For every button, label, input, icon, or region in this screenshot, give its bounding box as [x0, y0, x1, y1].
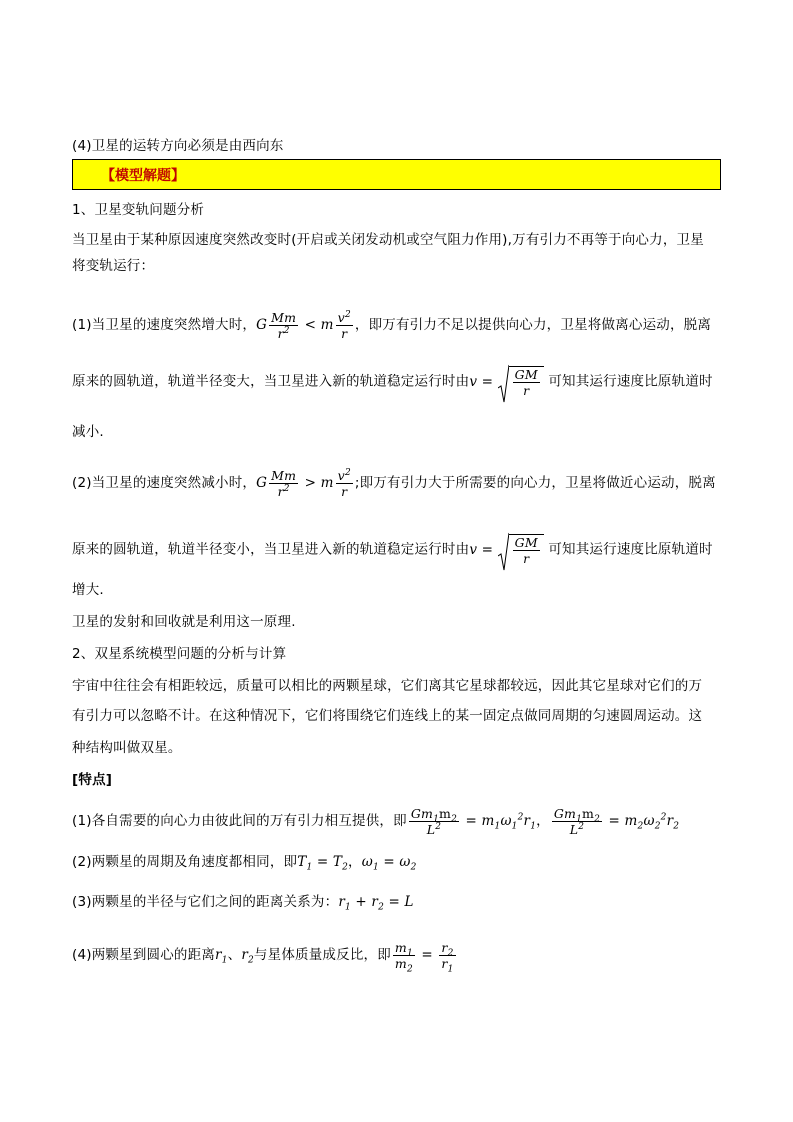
section1-summary: 卫星的发射和回收就是利用这一原理. — [72, 614, 296, 630]
banner-title: 【模型解题】 — [101, 168, 185, 184]
section2-para-line3: 种结构叫做双星。 — [72, 740, 182, 756]
item2-line3: 增大. — [72, 582, 104, 598]
formula-orbital-speed: v = $\frac{GM}{r}$ — [469, 374, 544, 390]
formula-centripetal: G $\frac{Mm}{r^2}$ > m $\frac{v^2}{r}$ — [256, 467, 351, 499]
item1-line1: (1)当卫星的速度突然增大时，G $\frac{Mm}{r^2}$ < m $\frac{v^2}{r}$ ，即万有引力不足以提供向心力，卫星将做离心运动，脱离 — [72, 309, 712, 341]
section1-para-line2: 将变轨运行： — [72, 258, 155, 274]
formula-gravity-2: $\frac{Gm_1m_2}{L^2}$ = $m_2\omega_2^2r_2$ — [553, 806, 680, 837]
model-banner — [72, 159, 721, 190]
formula-period-equal: $T_1 = T_2$ — [297, 854, 349, 873]
intro-item-4: (4)卫星的运转方向必须是由西向东 — [72, 138, 284, 154]
item1-line3: 减小. — [72, 424, 104, 440]
formula-centrifugal: G $\frac{Mm}{r^2}$ < m $\frac{v^2}{r}$ — [256, 309, 351, 341]
formula-mass-ratio: $\frac{m_1}{m_2}$ = $\frac{r_2}{r_1}$ — [394, 940, 454, 975]
feature-2: (2)两颗星的周期及角速度都相同，即$T_1 = T_2$，$\omega_1 = \omega_2$ — [72, 854, 417, 873]
features-title: [特点] — [72, 772, 113, 788]
formula-r2: $r_2$ — [241, 947, 254, 966]
item1-line2: 原来的圆轨道，轨道半径变大，当卫星进入新的轨道稳定运行时由v = $\frac{GM}{r}$ 可知其运行速度比原轨道时 — [72, 366, 713, 398]
feature-1: (1)各自需要的向心力由彼此间的万有引力相互提供，即 $\frac{Gm_1m_2}{L^2}$ = $m_1\omega_1^2r_1$， $\frac{Gm_1m_2}{L^2}$ = $m_2\omega_2^2r_2$ — [72, 806, 680, 837]
formula-gravity-1: $\frac{Gm_1m_2}{L^2}$ = $m_1\omega_1^2r_1$ — [410, 806, 537, 837]
formula-distance-sum: $r_1 + r_2 = L$ — [338, 894, 414, 913]
formula-r1: $r_1$ — [215, 947, 228, 966]
section2-para-line2: 有引力可以忽略不计。在这种情况下，它们将围绕它们连线上的某一固定点做同周期的匀速圆周运动。这 — [72, 708, 703, 724]
item2-line2: 原来的圆轨道，轨道半径变小，当卫星进入新的轨道稳定运行时由v = $\frac{GM}{r}$ 可知其运行速度比原轨道时 — [72, 534, 713, 566]
section2-para-line1: 宇宙中往往会有相距较远，质量可以相比的两颗星球，它们离其它星球都较远，因此其它星球对它们的万 — [72, 678, 703, 694]
section2-heading: 2、双星系统模型问题的分析与计算 — [72, 646, 287, 662]
section1-heading: 1、卫星变轨问题分析 — [72, 202, 205, 218]
formula-orbital-speed-2: v = $\frac{GM}{r}$ — [469, 542, 544, 558]
feature-4: (4)两颗星到圆心的距离$r_1$、$r_2$与星体质量成反比，即 $\frac{m_1}{m_2}$ = $\frac{r_2}{r_1}$ — [72, 940, 458, 971]
section1-para-line1: 当卫星由于某种原因速度突然改变时(开启或关闭发动机或空气阻力作用),万有引力不再等于向心力，卫星 — [72, 232, 704, 248]
formula-omega-equal: $\omega_1 = \omega_2$ — [361, 854, 417, 873]
feature-3: (3)两颗星的半径与它们之间的距离关系为：$r_1 + r_2 = L$ — [72, 894, 414, 913]
item2-line1: (2)当卫星的速度突然减小时，G $\frac{Mm}{r^2}$ > m $\frac{v^2}{r}$ ;即万有引力大于所需要的向心力，卫星将做近心运动，脱离 — [72, 467, 716, 499]
